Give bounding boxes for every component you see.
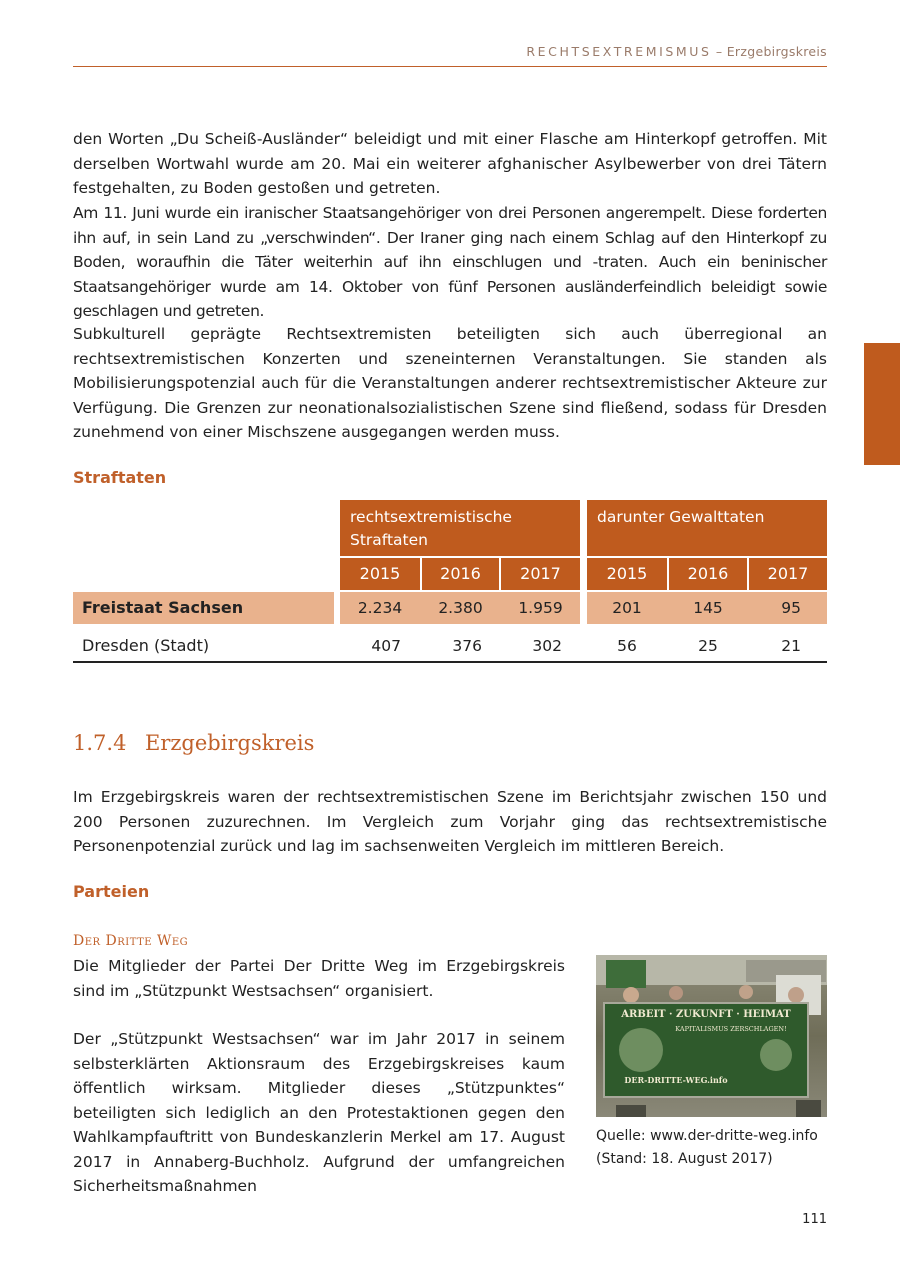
year-header: 2015 bbox=[587, 558, 667, 590]
table-cell: 145 bbox=[693, 599, 723, 617]
table-row-label: Freistaat Sachsen bbox=[82, 598, 244, 617]
table-header-group-straftaten: rechtsextremistische Straftaten bbox=[340, 500, 580, 556]
photo-caption-line-2: (Stand: 18. August 2017) bbox=[596, 1151, 773, 1167]
table-cell: 302 bbox=[532, 637, 562, 655]
table-bottom-rule bbox=[73, 661, 827, 663]
photo-caption-line-1: Quelle: www.der-dritte-weg.info bbox=[596, 1128, 818, 1144]
party-paragraph-1: Die Mitglieder der Partei Der Dritte Weg im Erzgebirgskreis sind im „Stützpunkt Westsachsen“ organisiert. bbox=[73, 957, 565, 1000]
banner-text-top: ARBEIT · ZUKUNFT · HEIMAT bbox=[621, 1009, 791, 1020]
paragraph-3: Subkulturell geprägte Rechtsextremisten beteiligten sich auch überregional an rechtsextremistischen Konzerten und szeneinternen Veranstaltungen. Sie standen als Mobilisierungspotenzial auch für die Veranstaltungen anderer rechtsextremistischer Akteure zur Verfügung. Die Grenzen zur neonationalsozialistischen Szene sind fließend, sodass für Dresden zunehmend von einer Mischszene ausgegangen werden muss. bbox=[73, 325, 827, 441]
section-intro: Im Erzgebirgskreis waren der rechtsextremistischen Szene im Berichtsjahr zwischen 150 und 200 Personen zuzurechnen. Im Vergleich zum Vorjahr ging das rechtsextremistische Personenpotenzial zurück und lag im sachsenweiten Vergleich im mittleren Bereich. bbox=[73, 788, 827, 855]
running-header bbox=[73, 44, 827, 67]
table-heading: Straftaten bbox=[73, 468, 167, 487]
header-region: Erzgebirgskreis bbox=[726, 44, 827, 59]
banner-text-url: DER-DRITTE-WEG.info bbox=[624, 1075, 728, 1085]
table-cell: 2.234 bbox=[357, 599, 403, 617]
year-header: 2015 bbox=[340, 558, 420, 590]
header-separator: – bbox=[715, 44, 723, 59]
table-cell: 376 bbox=[452, 637, 482, 655]
table-cell: 407 bbox=[371, 637, 401, 655]
party-heading: Der Dritte Weg bbox=[73, 933, 189, 949]
year-header: 2016 bbox=[669, 558, 747, 590]
year-header: 2016 bbox=[422, 558, 499, 590]
year-header: 2017 bbox=[501, 558, 580, 590]
table-cell: 25 bbox=[698, 637, 718, 655]
section-number: 1.7.4 bbox=[73, 731, 127, 755]
table-cell: 1.959 bbox=[518, 599, 563, 617]
paragraph-2: Am 11. Juni wurde ein iranischer Staatsangehöriger von drei Personen angerempelt. Diese forderten ihn auf, in sein Land zu „verschwinden“. Der Iraner ging nach einem Schlag auf den Hinterkopf zu Boden, woraufhin die Täter weiterhin auf ihn einschlugen und -traten. Auch ein beninischer Staatsangehöriger wurde am 14. Oktober von fünf Personen ausländerfeindlich beleidigt sowie geschlagen und getreten. bbox=[73, 204, 827, 320]
photo-caption bbox=[596, 1125, 836, 1171]
party-paragraph-2: Der „Stützpunkt Westsachsen“ war im Jahr 2017 in seinem selbsterklärten Aktionsraum des Erzgebirgskreises kaum öffentlich wirksam. Mitglieder dieses „Stützpunktes“ beteiligten sich lediglich an den Protestaktionen gegen den Wahlkampfauftritt von Bundeskanzlerin Merkel am 17. August 2017 in Annaberg-Buchholz. Aufgrund der umfangreichen Sicherheitsmaßnahmen bbox=[73, 1030, 565, 1195]
table-cell: 95 bbox=[781, 599, 801, 617]
header-section: RECHTSEXTREMISMUS bbox=[526, 44, 712, 59]
table-cell: 201 bbox=[612, 599, 642, 617]
page-number: 111 bbox=[802, 1212, 827, 1227]
table-cell: 2.380 bbox=[438, 599, 483, 617]
table-row-label: Dresden (Stadt) bbox=[82, 636, 210, 655]
section-name: Erzgebirgskreis bbox=[145, 731, 315, 755]
chapter-tab-marker bbox=[864, 343, 900, 465]
table-cell: 21 bbox=[781, 637, 801, 655]
paragraph-1: den Worten „Du Scheiß-Ausländer“ beleidigt und mit einer Flasche am Hinterkopf getroffen. Mit derselben Wortwahl wurde am 20. Mai ein weiterer afghanischer Asylbewerber von drei Tätern festgehalten, zu Boden gestoßen und getreten. bbox=[73, 130, 827, 197]
protest-photo bbox=[596, 955, 827, 1117]
table-cell: 56 bbox=[617, 637, 637, 655]
subheading-parteien: Parteien bbox=[73, 882, 150, 901]
banner-text-sub: KAPITALISMUS ZERSCHLAGEN! bbox=[675, 1025, 787, 1033]
table-header-group-gewalttaten: darunter Gewalttaten bbox=[587, 500, 827, 556]
section-title bbox=[73, 731, 314, 755]
protest-photo-illustration bbox=[596, 955, 827, 1117]
year-header: 2017 bbox=[749, 558, 827, 590]
